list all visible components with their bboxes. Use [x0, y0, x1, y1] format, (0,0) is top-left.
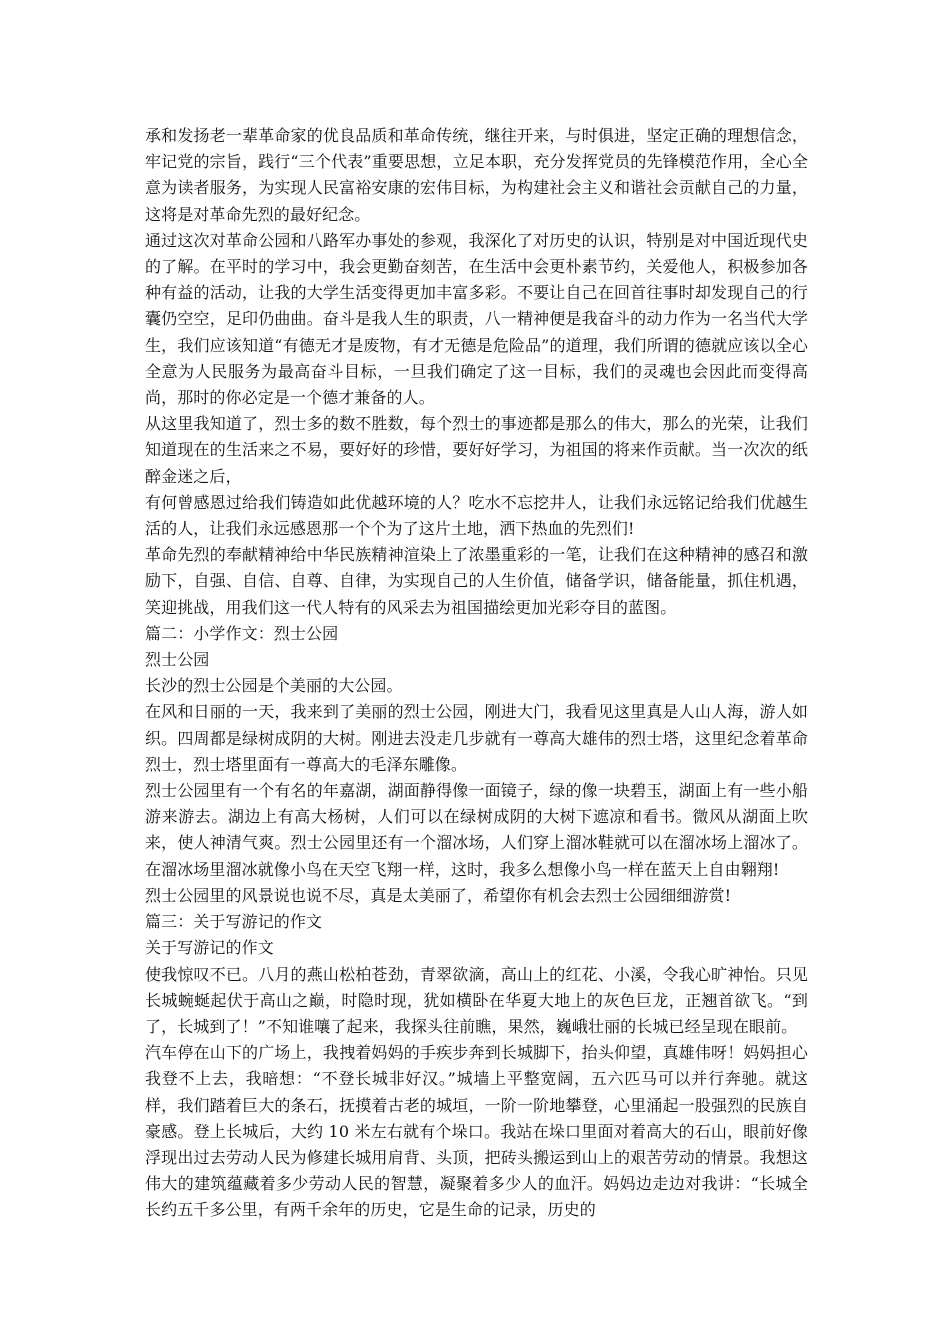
essay-title: 关于写游记的作文 — [145, 938, 274, 958]
paragraph: 汽车停在山下的广场上，我拽着妈妈的手疾步奔到长城脚下，抬头仰望，真雄伟呀！妈妈担心我登不上去，我暗想：“不登长城非好汉。”城墙上平整宽阔，五六匹马可以并行奔驰。就这样，我们踏着巨大的条石，抚摸着古老的城垣，一阶一阶地攀登，心里涌起一股强烈的民族自豪感。登上长城后，大约 10 米左右就有个垛口。我站在垛口里面对着高大的石山，眼前好像浮现出过去劳动人民为修建长城用肩背、头顶，把砖头搬运到山上的艰苦劳动的情景。我想这伟大的建筑蕴藏着多少劳动人民的智慧，凝聚着多少人的血汗。妈妈边走边对我讲：“长城全长约五千多公里，有两千余年的历史，它是生命的记录，历史的 — [145, 1043, 808, 1220]
essay-title: 烈士公园 — [145, 650, 210, 670]
paragraph: 在风和日丽的一天，我来到了美丽的烈士公园，刚进大门，我看见这里真是人山人海，游人如织。四周都是绿树成阴的大树。刚进去没走几步就有一尊高大雄伟的烈士塔，这里纪念着革命烈士，烈士塔里面有一尊高大的毛泽东雕像。 — [145, 702, 808, 774]
paragraph: 革命先烈的奉献精神给中华民族精神渲染上了浓墨重彩的一笔，让我们在这种精神的感召和激励下，自强、自信、自尊、自律，为实现自己的人生价值，储备学识，储备能量，抓住机遇，笑迎挑战，用我们这一代人特有的风采去为祖国描绘更加光彩夺目的蓝图。 — [145, 545, 808, 617]
paragraph: 通过这次对革命公园和八路军办事处的参观，我深化了对历史的认识，特别是对中国近现代史的了解。在平时的学习中，我会更勤奋刻苦，在生活中会更朴素节约，关爱他人，积极参加各种有益的活动，让我的大学生活变得更加丰富多彩。不要让自己在回首往事时却发现自己的行囊仍空空，足印仍曲曲。奋斗是我人生的职责，八一精神便是我奋斗的动力作为一名当代大学生，我们应该知道“有德无才是废物，有才无德是危险品”的道理，我们所谓的德就应该以全心全意为人民服务为最高奋斗目标，一旦我们确定了这一目标，我们的灵魂也会因此而变得高尚，那时的你必定是一个德才兼备的人。 — [145, 230, 808, 408]
section-heading: 篇三：关于写游记的作文 — [145, 912, 323, 932]
paragraph: 使我惊叹不已。八月的燕山松柏苍劲，青翠欲滴，高山上的红花、小溪，令我心旷神怡。只见长城蜿蜒起伏于高山之巅，时隐时现，犹如横卧在华夏大地上的灰色巨龙，正翘首欲飞。“到了，长城到了！”不知谁嚷了起来，我探头往前瞧，果然，巍峨壮丽的长城已经呈现在眼前。 — [145, 964, 808, 1036]
paragraph: 承和发扬老一辈革命家的优良品质和革命传统，继往开来，与时俱进，坚定正确的理想信念，牢记党的宗旨，践行“三个代表”重要思想，立足本职，充分发挥党员的先锋模范作用，全心全意为读者服务，为实现人民富裕安康的宏伟目标，为构建社会主义和谐社会贡献自己的力量，这将是对革命先烈的最好纪念。 — [145, 126, 808, 224]
paragraph: 长沙的烈士公园是个美丽的大公园。 — [145, 676, 403, 696]
paragraph: 烈士公园里有一个有名的年嘉湖，湖面静得像一面镜子，绿的像一块碧玉，湖面上有一些小船游来游去。湖边上有高大杨树，人们可以在绿树成阴的大树下遮凉和看书。微风从湖面上吹来，使人神清气爽。烈士公园里还有一个溜冰场，人们穿上溜冰鞋就可以在溜冰场上溜冰了。在溜冰场里溜冰就像小鸟在天空飞翔一样，这时，我多么想像小鸟一样在蓝天上自由翱翔! — [145, 781, 808, 879]
document-page — [145, 123, 808, 1224]
paragraph: 有何曾感恩过给我们铸造如此优越环境的人？吃水不忘挖井人，让我们永远铭记给我们优越生活的人，让我们永远感恩那一个个为了这片土地，洒下热血的先烈们! — [145, 492, 808, 539]
paragraph: 从这里我知道了，烈士多的数不胜数，每个烈士的事迹都是那么的伟大，那么的光荣，让我们知道现在的生活来之不易，要好好的珍惜，要好好学习，为祖国的将来作贡献。当一次次的纸醉金迷之后， — [145, 414, 808, 486]
section-heading: 篇二：小学作文：烈士公园 — [145, 623, 339, 643]
paragraph: 烈士公园里的风景说也说不尽，真是太美丽了，希望你有机会去烈士公园细细游赏! — [145, 885, 732, 905]
